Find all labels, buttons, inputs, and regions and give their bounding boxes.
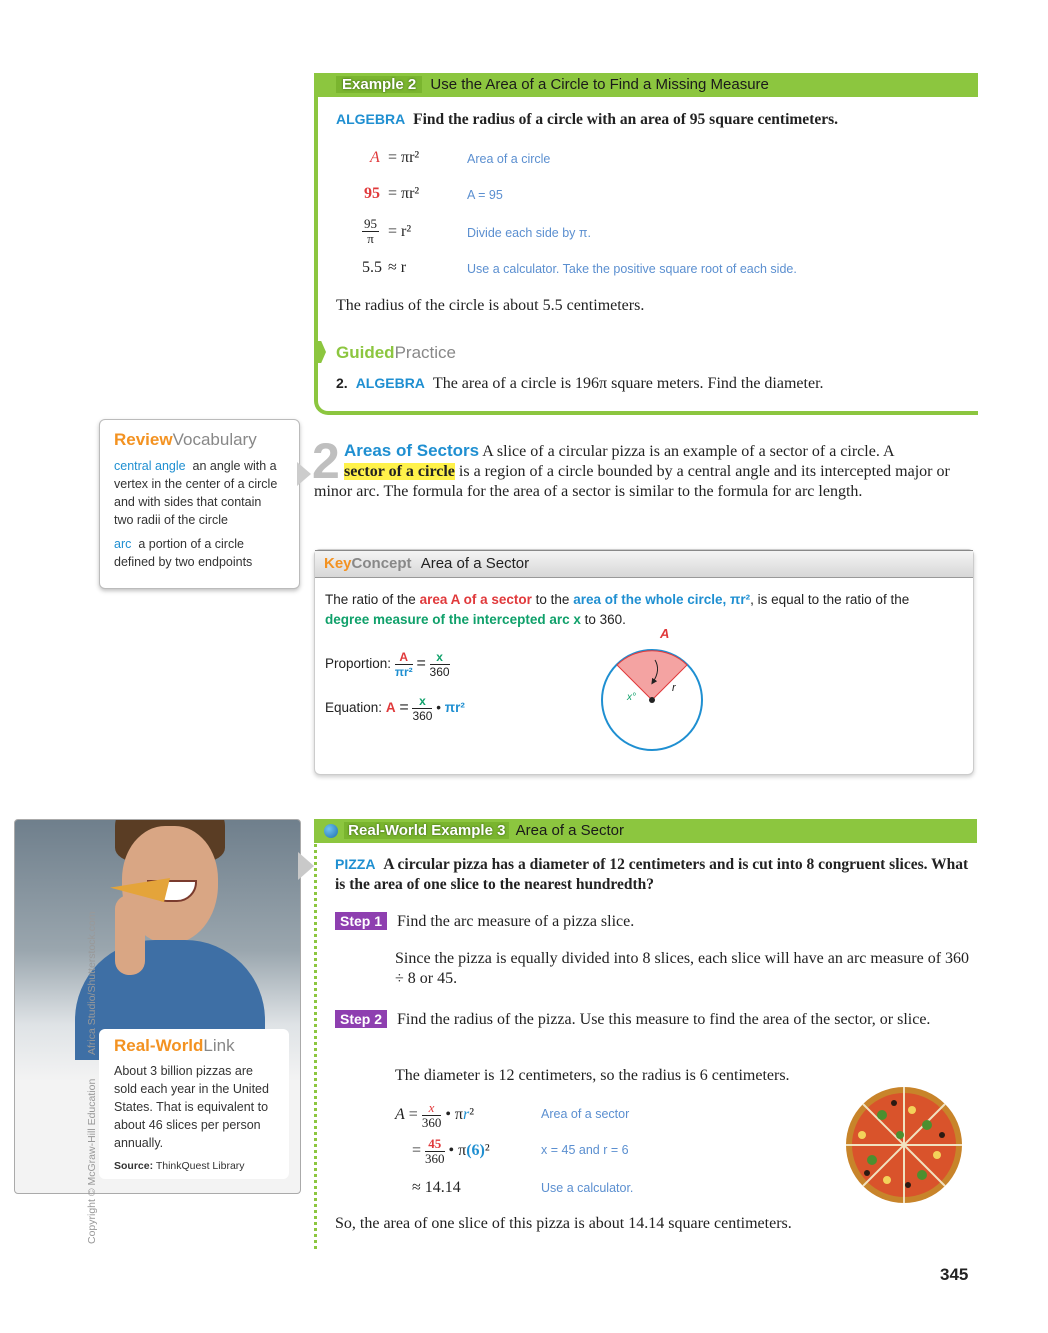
key-concept-header: KeyConcept Area of a Sector — [315, 550, 973, 578]
section2-paragraph: Areas of Sectors A slice of a circular pizza is an example of a sector of a circle. A sector of a circle is a region of a circle bounded by a central angle and its intercepted major or minor arc. The formula for the area of a sector is similar to the formula for arc length. — [314, 441, 950, 500]
person-hand — [115, 895, 145, 975]
sector-equation-1: A = $\frac{x}{360}$ • πr² — [395, 1100, 475, 1130]
step1-label: Step 1 — [335, 912, 387, 930]
pizza-cuts — [846, 1087, 962, 1203]
step-note: Divide each side by π. — [467, 226, 591, 240]
step2-label: Step 2 — [335, 1010, 387, 1028]
example2-label: ALGEBRA — [336, 111, 406, 127]
sector-diagram — [595, 622, 715, 762]
photo-credit: Africa Studio/Shutterstock.com — [86, 911, 98, 1055]
section-number: 2 — [312, 433, 340, 489]
step-lhs: 95 — [364, 185, 380, 202]
step2-line: Step 2 Find the radius of the pizza. Use this measure to find the area of the sector, or slice. — [335, 1009, 965, 1030]
example3-prompt-line: PIZZA A circular pizza has a diameter of 12 centimeters and is cut into 8 congruent slices. What is the area of one slice to the nearest hundredth? — [335, 856, 969, 893]
label-x: x° — [627, 692, 636, 703]
review-heading: ReviewVocabulary — [114, 430, 257, 449]
example2-tag: Example 2 — [336, 76, 422, 93]
copyright-credit: Copyright © McGraw-Hill Education — [86, 1078, 98, 1244]
example2-steps — [348, 147, 968, 293]
step-lhs: A — [370, 149, 380, 166]
equation-note-2: x = 45 and r = 6 — [541, 1143, 629, 1157]
sector-equation-3: ≈ 14.14 — [412, 1179, 461, 1196]
example2-box — [314, 73, 978, 415]
step1-line: Step 1 Find the arc measure of a pizza slice. — [335, 913, 634, 931]
review-pointer — [297, 462, 311, 486]
key-concept-title: Area of a Sector — [420, 555, 530, 572]
step-eq: = πr² — [388, 149, 420, 166]
vocab-highlight: sector of a circle — [344, 463, 455, 480]
label-r: r — [672, 682, 676, 694]
example3-title: Area of a Sector — [515, 822, 625, 839]
step-note: A = 95 — [467, 188, 503, 202]
review-term-arc: arc a portion of a circle defined by two endpoints — [114, 537, 253, 569]
step-eq: ≈ r — [388, 259, 407, 276]
real-world-link-box — [99, 1029, 289, 1179]
review-term-central-angle: central angle an angle with a vertex in the center of a circle and with sides that contain two radii of the circle — [114, 459, 278, 527]
example2-title: Use the Area of a Circle to Find a Missing Measure — [430, 76, 769, 93]
example3-tag: Real-World Example 3 — [344, 822, 509, 839]
real-world-link-text: About 3 billion pizzas are sold each year in the United States. That is equivalent to about 46 slices per person annually. — [114, 1064, 269, 1150]
example3-conclusion: So, the area of one slice of this pizza is about 14.14 square centimeters. — [335, 1215, 792, 1232]
pizza-illustration — [842, 1085, 966, 1205]
center-point — [649, 697, 655, 703]
review-vocabulary-box — [99, 419, 300, 589]
guided-exercise: 2. ALGEBRA The area of a circle is 196π square meters. Find the diameter. — [336, 375, 824, 392]
equation-note-3: Use a calculator. — [541, 1181, 634, 1195]
page-number: 345 — [940, 1265, 969, 1284]
example3-box — [314, 819, 977, 1249]
step-eq: = πr² — [388, 185, 420, 202]
example2-header — [318, 73, 978, 97]
equation-note-1: Area of a sector — [541, 1107, 630, 1121]
example2-conclusion: The radius of the circle is about 5.5 centimeters. — [336, 297, 645, 314]
example2-step — [348, 216, 968, 257]
step-note: Use a calculator. Take the positive square root of each side. — [467, 262, 797, 276]
label-A: A — [660, 626, 670, 641]
step-note: Area of a circle — [467, 152, 551, 166]
sector-equation-2: = $\frac{45}{360}$ • π(6)² — [412, 1136, 490, 1166]
globe-icon — [324, 824, 338, 838]
example2-prompt-line — [336, 111, 838, 129]
real-world-source: Source: ThinkQuest Library — [114, 1160, 245, 1172]
step-eq: = r² — [388, 223, 412, 240]
step-lhs: 5.5 — [362, 259, 382, 276]
example2-step — [348, 147, 968, 183]
step1-detail: Since the pizza is equally divided into 8 slices, each slice will have an arc measure of 360 ÷ 8 or 45. — [395, 950, 970, 987]
example2-step — [348, 183, 968, 219]
example2-step — [348, 257, 968, 293]
example3-header — [314, 819, 977, 843]
guided-arrow — [314, 341, 326, 363]
step2-detail: The diameter is 12 centimeters, so the radius is 6 centimeters. — [395, 1067, 790, 1084]
key-concept-statement: The ratio of the area A of a sector to the area of the whole circle, πr², is equal to the ratio of the degree measure of the intercepted arc x to 360. — [325, 592, 910, 627]
proportion-formula: Proportion: $\frac{A}{\text{πr²}}$ = $\frac{x}{360}$ — [325, 650, 450, 679]
section2-heading: Areas of Sectors — [344, 441, 480, 460]
key-concept-box — [314, 549, 974, 775]
real-world-link-heading: Real-WorldLink — [114, 1036, 235, 1055]
guided-heading: GuidedPractice — [336, 343, 456, 362]
example2-prompt: Find the radius of a circle with an area of 95 square centimeters. — [413, 111, 839, 128]
equation-formula: Equation: A = $\frac{x}{360}$ • πr² — [325, 694, 465, 723]
photo-pointer — [298, 852, 314, 880]
step-fraction: $\frac{95}{\pi}$ — [364, 216, 377, 246]
